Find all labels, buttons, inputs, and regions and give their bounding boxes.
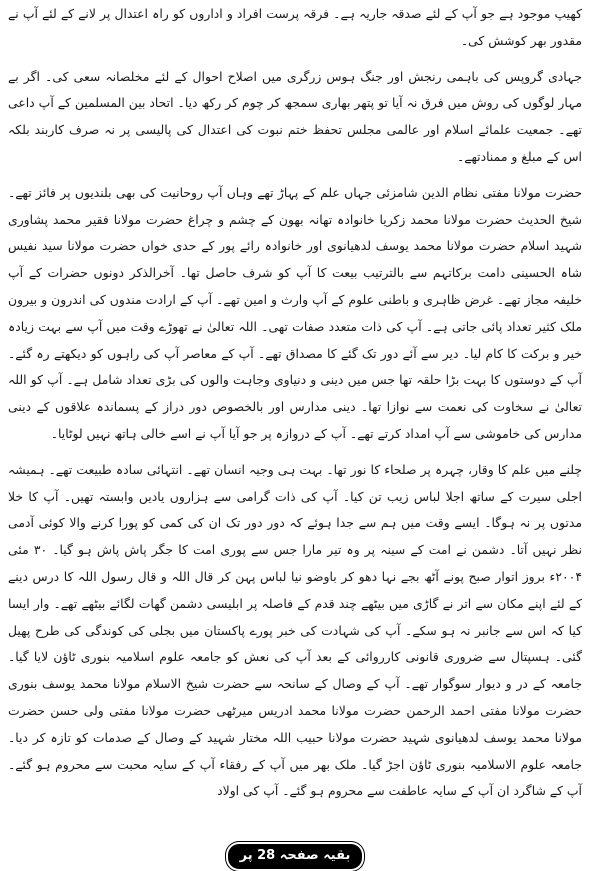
newspaper-page [8, 0, 582, 871]
paragraph-intro-continuation: کھیپ موجود ہے جو آپ کے لئے صدقہ جاریہ ہے۔ فرقہ پرست افراد و اداروں کو راہ اعتدال پر لانے کے لئے آپ نے مقدور بھر کوشش کی۔ [8, 6, 582, 48]
paragraph-spiritual-lineage: حضرت مولانا مفتی نظام الدین شامزئی جہاں علم کے پہاڑ تھے وہاں آپ روحانیت کی بھی بلندیوں پر فائز تھے۔ شیخ الحدیث حضرت مولانا محمد زکریا خانوادہ تھانہ بھون کے چشم و چراغ حضرت مولانا فقیر محمد پشاوری شہید اسلام حضرت مولانا محمد یوسف لدھیانوی اور خانوادہ رائے پور کے حدی خواں حضرت مولانا سید نفیس شاہ الحسینی دامت برکاتہم سے بالترتیب بیعت کا آپ کو شرف حاصل تھا۔ آخرالذکر دونوں حضرات کے آپ خلیفہ مجاز تھے۔ غرض ظاہری و باطنی علوم کے آپ وارث و امین تھے۔ آپ کے ارادت مندوں کی اندرون و بیرون ملک کثیر تعداد پائی جاتی ہے۔ آپ کی ذات متعدد صفات تھی۔ اللہ تعالیٰ نے تھوڑے وقت میں آپ سے بہت زیادہ خیر و برکت کا کام لیا۔ دیر سے آئے دور تک گئے کا مصداق تھے۔ آپ کے معاصر آپ کی راہوں کو دیکھتے رہ گئے۔ آپ کے دوستوں کا بہت بڑا حلقہ تھا جس میں دینی و دنیاوی وجاہت والوں کی بڑی تعداد شامل ہے۔ آپ کو اللہ تعالیٰ نے سخاوت کی نعمت سے نوازا تھا۔ دینی مدارس اور بالخصوص دور دراز کے پسماندہ علاقوں کے دینی مدارس کی خاموشی سے آپ امداد کرتے تھے۔ آپ کے دروازہ پر جو آیا آپ نے اسے خالی ہاتھ نہیں لوٹایا۔ [8, 184, 582, 441]
article-body [8, 1, 582, 805]
continued-footer [8, 844, 582, 869]
continued-on-page-badge: بقیہ صفحہ 28 پر [228, 844, 363, 869]
paragraph-martyrdom: چلنے میں علم کا وقار، چہرہ پر صلحاء کا نور تھا۔ بہت ہی وجیہ انسان تھے۔ انتہائی سادہ طبیعت تھے۔ ہمیشہ اجلی سیرت کے ساتھ اجلا لباس زیب تن کیا۔ آپ کی ذات گرامی سے ہزاروں یادیں وابستہ تھیں۔ آپ کا خلا مدتوں پر نہ ہوگا۔ ایسے وقت میں ہم سے جدا ہوئے کہ دور دور تک ان کی کمی کو پورا کرنے والا کوئی آدمی نظر نہیں آتا۔ دشمن نے امت کے سینہ پر وہ تیر مارا جس سے پوری امت کا جگر پاش پاش ہو گیا۔ ۳۰ مئی ۲۰۰۴ء بروز اتوار صبح پونے آٹھ بجے نہا دھو کر باوضو نیا لباس پہن کر قال اللہ و قال رسول اللہ کا درس دینے کے لئے اپنے مکان سے اتر نے گاڑی میں بیٹھے چند قدم کے فاصلہ پر ابلیسی دشمن گھات لگائے بیٹھے تھے۔ وار ایسا کیا کہ اس سے جانبر نہ ہو سکے۔ آپ کی شہادت کی خبر پورے پاکستان میں بجلی کی کوندگی کی طرح پھیل گئی۔ ہسپتال سے ضروری قانونی کارروائی کے بعد آپ کی نعش کو جامعہ علوم اسلامیہ بنوری ٹاؤن لایا گیا۔ جامعہ کے در و دیوار سوگوار تھے۔ آپ کے وصال کے سانحہ سے حضرت شیخ الاسلام مولانا محمد یوسف بنوری حضرت مولانا مفتی احمد الرحمن حضرت مولانا محمد ادریس میرٹھی حضرت مولانا مفتی ولی حسن حضرت مولانا محمد یوسف لدھیانوی شہید حضرت مولانا حبیب اللہ مختار شہید کے وصال کے صدمات کو تازہ کر دیا۔ جامعہ علوم الاسلامیہ بنوری ٹاؤن اجڑ گیا۔ ملک بھر میں آپ کے رفقاء آپ کے سایہ محبت سے محروم ہو گئے۔ آپ کے شاگرد ان آپ کے سایہ عاطفت سے محروم ہو گئے۔ آپ کی اولاد [8, 461, 582, 799]
paragraph-unity-efforts: جہادی گروپس کی باہمی رنجش اور جنگ ہوس زرگری میں اصلاح احوال کے لئے مخلصانہ سعی کی۔ اگر بے مہار لوگوں کی روش میں فرق نہ آیا تو پتھر بھاری سمجھ کر چوم کر رکھ دیا۔ اتحاد بین المسلمین کے آپ داعی تھے۔ جمعیت علمائے اسلام اور عالمی مجلس تحفظ ختم نبوت کی اعتدال کی پالیسی پر نہ صرف کاربند بلکہ اس کے مبلغ و ممنادتھے۔ [8, 68, 582, 164]
